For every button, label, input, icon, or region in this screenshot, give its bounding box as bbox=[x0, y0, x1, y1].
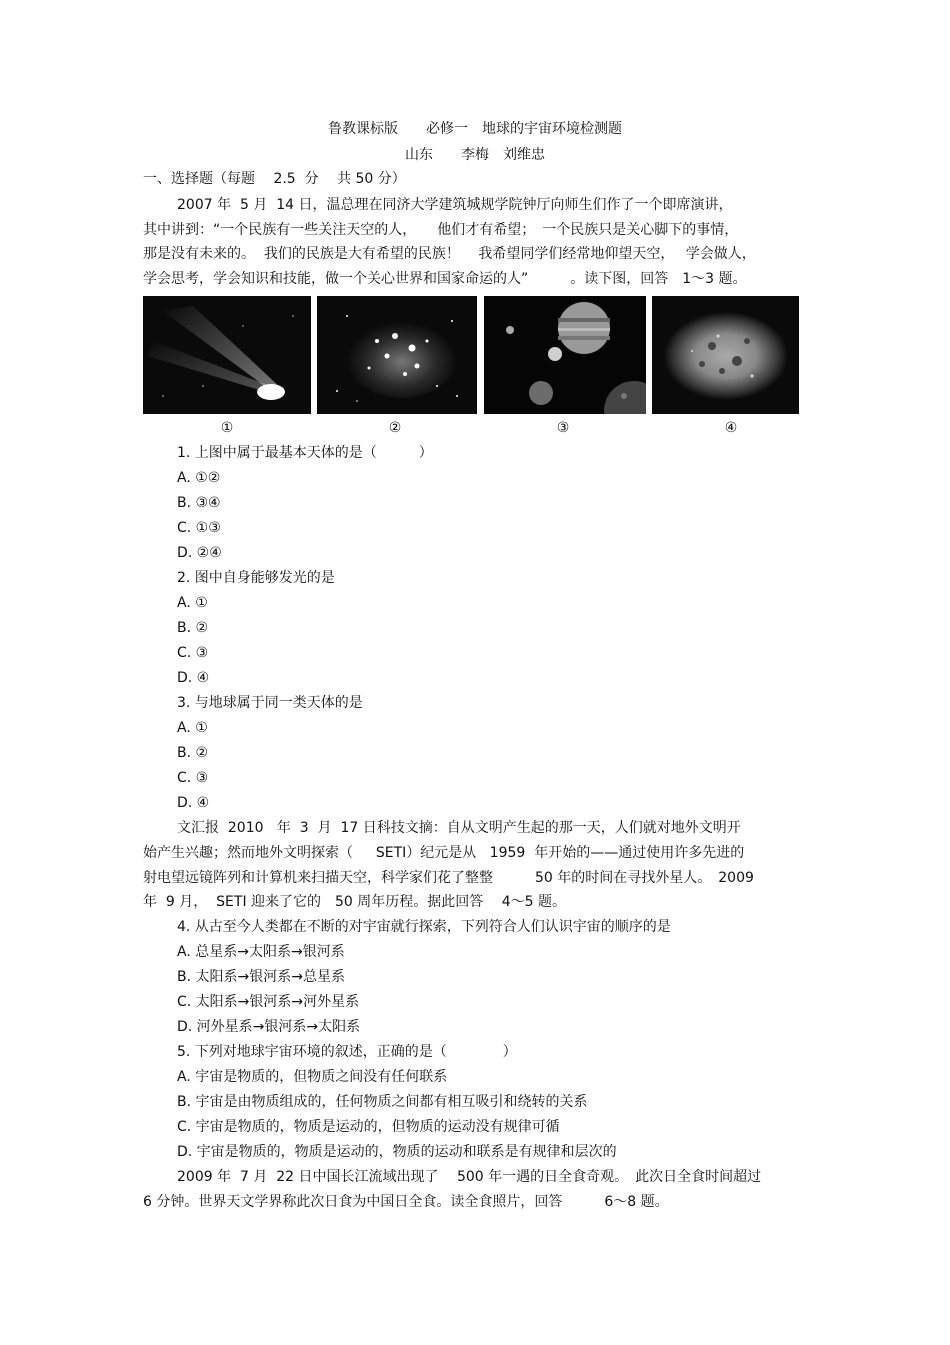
q2-option-d: D. ④ bbox=[177, 670, 210, 686]
q4-option-b: B. 太阳系→银河系→总星系 bbox=[177, 969, 345, 985]
figure-caption-3: ③ bbox=[556, 420, 570, 436]
q2-option-b: B. ② bbox=[177, 620, 209, 636]
question-5: 5. 下列对地球宇宙环境的叙述，正确的是（ ） bbox=[177, 1044, 517, 1060]
q5-option-b: B. 宇宙是由物质组成的，任何物质之间都有相互吸引和绕转的关系 bbox=[177, 1094, 588, 1110]
q1-option-d: D. ②④ bbox=[177, 545, 222, 561]
figure-caption-4: ④ bbox=[724, 420, 738, 436]
passage3-line-2: 6 分钟。世界天文学界称此次日食为中国日全食。读全食照片，回答 6～8 题。 bbox=[143, 1194, 669, 1210]
passage2-line-4: 年 9 月， SETI 迎来了它的 50 周年历程。据此回答 4～5 题。 bbox=[143, 894, 566, 910]
intro-line-2: 其中讲到：“一个民族有一些关注天空的人， 他们才有希望； 一个民族只是关心脚下的事情， bbox=[143, 222, 739, 238]
passage2-line-1: 文汇报 2010 年 3 月 17 日科技文摘：自从文明产生起的那一天，人们就对地外文明开 bbox=[177, 820, 741, 836]
comet-image bbox=[143, 296, 311, 414]
intro-line-3: 那是没有未来的。 我们的民族是大有希望的民族！ 我希望同学们经常地仰望天空， 学会做人， bbox=[143, 246, 756, 262]
question-1: 1. 上图中属于最基本天体的是（ ） bbox=[177, 445, 433, 461]
q3-option-b: B. ② bbox=[177, 745, 209, 761]
figure-caption-1: ① bbox=[220, 420, 234, 436]
question-2: 2. 图中自身能够发光的是 bbox=[177, 570, 335, 586]
q5-option-d: D. 宇宙是物质的，物质是运动的，物质的运动和联系是有规律和层次的 bbox=[177, 1144, 617, 1160]
document-title: 鲁教课标版 必修一 地球的宇宙环境检测题 bbox=[328, 121, 622, 137]
passage3-line-1: 2009 年 7 月 22 日中国长江流域出现了 500 年一遇的日全食奇观。 此次日全食时间超过 bbox=[177, 1169, 762, 1185]
intro-line-1: 2007 年 5 月 14 日，温总理在同济大学建筑城规学院钟厅向师生们作了一个即席演讲， bbox=[177, 197, 733, 213]
q4-option-d: D. 河外星系→银河系→太阳系 bbox=[177, 1019, 361, 1035]
q2-option-a: A. ① bbox=[177, 595, 208, 611]
passage2-line-2: 始产生兴趣；然而地外文明探索（ SETI）纪元是从 1959 年开始的——通过使用许多先进的 bbox=[143, 845, 745, 861]
question-4: 4. 从古至今人类都在不断的对宇宙就行探索，下列符合人们认识宇宙的顺序的是 bbox=[177, 919, 671, 935]
q3-option-c: C. ③ bbox=[177, 770, 209, 786]
q1-option-b: B. ③④ bbox=[177, 495, 221, 511]
q1-option-a: A. ①② bbox=[177, 470, 221, 486]
nebula-image bbox=[652, 296, 799, 414]
question-3: 3. 与地球属于同一类天体的是 bbox=[177, 695, 363, 711]
star-cluster-image bbox=[317, 296, 477, 414]
q1-option-c: C. ①③ bbox=[177, 520, 221, 536]
passage2-line-3: 射电望远镜阵列和计算机来扫描天空，科学家们花了整整 50 年的时间在寻找外星人。 2009 bbox=[143, 870, 754, 886]
q3-option-d: D. ④ bbox=[177, 795, 210, 811]
q5-option-a: A. 宇宙是物质的，但物质之间没有任何联系 bbox=[177, 1069, 448, 1085]
q5-option-c: C. 宇宙是物质的，物质是运动的，但物质的运动没有规律可循 bbox=[177, 1119, 560, 1135]
q4-option-a: A. 总星系→太阳系→银河系 bbox=[177, 944, 345, 960]
figure-caption-2: ② bbox=[388, 420, 402, 436]
planets-image bbox=[484, 296, 646, 414]
document-authors: 山东 李梅 刘维忠 bbox=[405, 147, 545, 163]
q4-option-c: C. 太阳系→银河系→河外星系 bbox=[177, 994, 360, 1010]
section-heading: 一、选择题（每题 2.5 分 共 50 分） bbox=[143, 171, 406, 187]
q3-option-a: A. ① bbox=[177, 720, 208, 736]
intro-line-4: 学会思考，学会知识和技能，做一个关心世界和国家命运的人” 。读下图，回答 1～3 题。 bbox=[143, 271, 747, 287]
q2-option-c: C. ③ bbox=[177, 645, 209, 661]
